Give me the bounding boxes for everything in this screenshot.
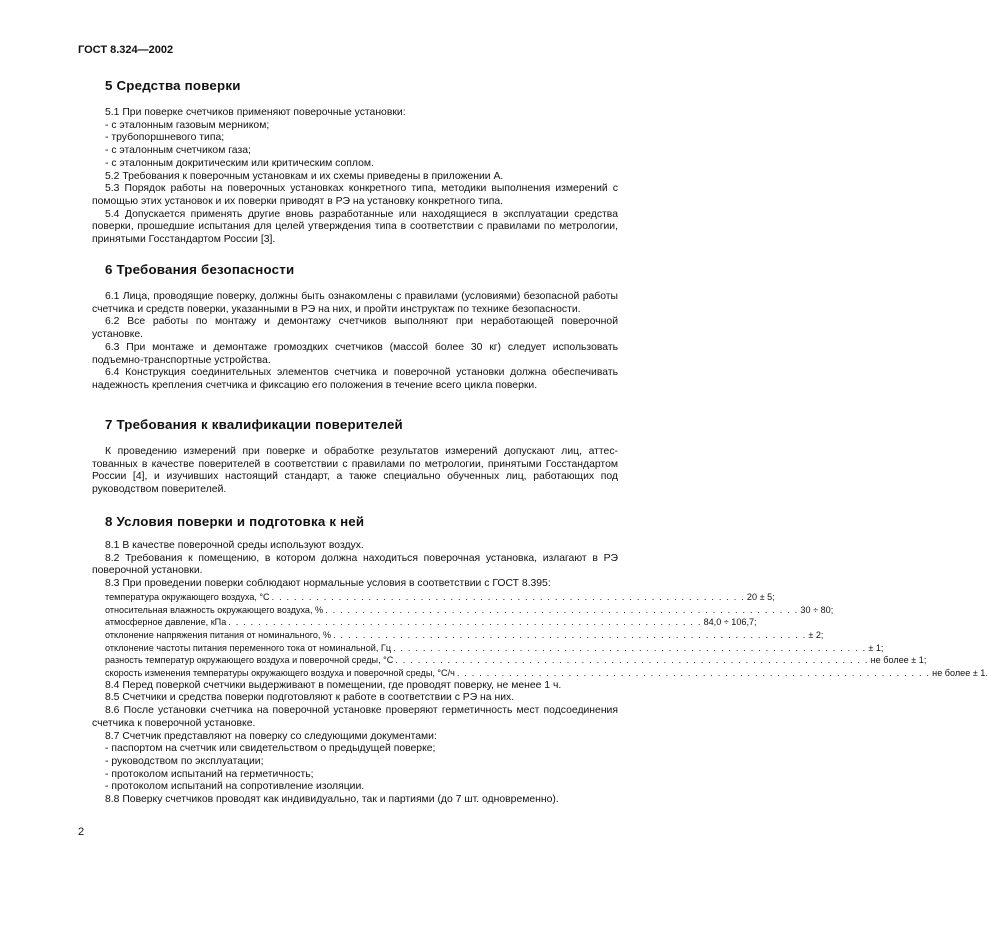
section-8 bbox=[92, 514, 618, 529]
condition-row: атмосферное давление, кПа . . . . . . . . . . . . . . . . . . . . . . . . . . . . . . . . . . . . . . . . . . . . . . . . . . . . . . . . . . . . . . . . 84,0 ÷ 106,7; bbox=[105, 617, 757, 628]
list-item: - паспортом на счетчик или свидетельством о предыдущей поверке; bbox=[105, 743, 436, 755]
para-6-1: 6.1 Лица, проводящие поверку, должны быть ознакомлены с правилами (условиями) безопасной работы счетчика и средств поверки, указанными в РЭ на них, и пройти инструктаж по технике безопасности. bbox=[92, 291, 618, 315]
list-item: - трубопоршневого типа; bbox=[105, 132, 225, 144]
condition-row: отклонение напряжения питания от номинального, % . . . . . . . . . . . . . . . . . . . . . . . . . . . . . . . . . . . . . . . . . . . . . . . . . . . . . . . . . . . . . . . . ± 2; bbox=[105, 629, 824, 640]
para-5-1: 5.1 При поверке счетчиков применяют поверочные установки: bbox=[105, 107, 406, 118]
section-5-body bbox=[92, 107, 618, 247]
section-5-title: 5 Средства поверки bbox=[105, 78, 241, 93]
para-8-3: 8.3 При проведении поверки соблюдают нормальные условия в соответствии с ГОСТ 8.395: bbox=[105, 578, 551, 590]
condition-row: разность температур окружающего воздуха и поверочной среды, °С . . . . . . . . . . . . . . . . . . . . . . . . . . . . . . . . . . . . . . . . . . . . . . . . . . . . . . . . . . . . . . . . не более ± 1; bbox=[105, 655, 927, 666]
list-item: - с эталонным докритическим или критическим соплом. bbox=[105, 157, 374, 169]
para-8-2: 8.2 Требования к помещению, в котором должна находиться поверочная установка, излагают в РЭ поверочной установки. bbox=[92, 552, 618, 577]
para-8-8: 8.8 Поверку счетчиков проводят как индивидуально, так и партиями (до 7 шт. одновременно). bbox=[105, 794, 559, 806]
para-8-1: 8.1 В качестве поверочной среды используют воздух. bbox=[105, 540, 364, 551]
para-5-3: 5.3 Порядок работы на поверочных установках конкретного типа, методики выполнения измерений с помощью этих установок и их поверки приводят в РЭ на установку конкретного типа. bbox=[92, 183, 618, 207]
section-6-title: 6 Требования безопасности bbox=[105, 262, 295, 277]
list-item: - протоколом испытаний на сопротивление изоляции. bbox=[105, 781, 365, 793]
list-item: - с эталонным газовым мерником; bbox=[105, 119, 270, 131]
conditions-list bbox=[92, 591, 988, 680]
para-8-4: 8.4 Перед поверкой счетчики выдерживают в помещении, где проводят поверку, не менее 1 ч. bbox=[105, 679, 562, 691]
condition-row: относительная влажность окружающего воздуха, % . . . . . . . . . . . . . . . . . . . . . . . . . . . . . . . . . . . . . . . . . . . . . . . . . . . . . . . . . . . . . . . . 30 ÷ 80; bbox=[105, 604, 834, 615]
para-7: К проведению измерений при поверке и обработке результатов измерений допускают лиц, аттестованных в качестве поверителей в соответствии с правилами по метрологии, принятыми Госстандартом России [4], и изучивших настоящий стандарт, а также специально обученных лиц, работающих под руководством поверителей. bbox=[92, 446, 618, 496]
section-8-body bbox=[92, 540, 988, 807]
document-header: ГОСТ 8.324—2002 bbox=[78, 44, 174, 56]
condition-row: температура окружающего воздуха, °С . . . . . . . . . . . . . . . . . . . . . . . . . . . . . . . . . . . . . . . . . . . . . . . . . . . . . . . . . . . . . . . . 20 ± 5; bbox=[105, 591, 775, 602]
list-item: - с эталонным счетчиком газа; bbox=[105, 145, 251, 157]
para-5-2: 5.2 Требования к поверочным установкам и их схемы приведены в приложении А. bbox=[105, 170, 504, 182]
para-8-7: 8.7 Счетчик представляют на поверку со следующими документами: bbox=[105, 730, 437, 742]
para-5-4: 5.4 Допускается применять другие вновь разработанные или находящиеся в эксплуатации средства поверки, прошедшие испытания для целей утверждения типа в соответствии с правилами по метрологии, принятыми Госстандартом России [3]. bbox=[92, 208, 618, 246]
list-item: - руководством по эксплуатации; bbox=[105, 755, 264, 767]
section-7-body bbox=[92, 446, 618, 497]
section-6 bbox=[92, 262, 618, 277]
para-6-3: 6.3 При монтаже и демонтаже громоздких счетчиков (массой более 30 кг) следует использовать подъемно-транспортные устройства. bbox=[92, 341, 618, 366]
section-8-title: 8 Условия поверки и подготовка к ней bbox=[105, 514, 365, 529]
page-number: 2 bbox=[78, 826, 85, 838]
para-6-4: 6.4 Конструкция соединительных элементов счетчика и поверочной установки должна обеспечивать надежность крепления счетчика и фиксацию его положения в течение всего цикла поверки. bbox=[92, 367, 618, 391]
section-7 bbox=[92, 417, 618, 432]
section-5 bbox=[92, 78, 618, 93]
condition-row: скорость изменения температуры окружающего воздуха и поверочной среды, °С/ч . . . . . . . . . . . . . . . . . . . . . . . . . . . . . . . . . . . . . . . . . . . . . . . . . . . . . . . . . . . . . . . . не более ± 1. bbox=[105, 668, 988, 679]
section-6-body bbox=[92, 291, 618, 393]
list-item: - протоколом испытаний на герметичность; bbox=[105, 768, 314, 780]
para-6-2: 6.2 Все работы по монтажу и демонтажу счетчиков выполняют при неработающей поверочной установке. bbox=[92, 316, 618, 341]
para-8-6: 8.6 После установки счетчика на поверочной установке проверяют герметичность мест подсоединения счетчика к поверочной установке. bbox=[92, 705, 618, 729]
section-7-title: 7 Требования к квалификации поверителей bbox=[105, 417, 403, 432]
para-8-5: 8.5 Счетчики и средства поверки подготовляют к работе в соответствии с РЭ на них. bbox=[105, 692, 515, 704]
condition-row: отклонение частоты питания переменного тока от номинальной, Гц . . . . . . . . . . . . . . . . . . . . . . . . . . . . . . . . . . . . . . . . . . . . . . . . . . . . . . . . . . . . . . . . ± 1; bbox=[105, 642, 884, 653]
